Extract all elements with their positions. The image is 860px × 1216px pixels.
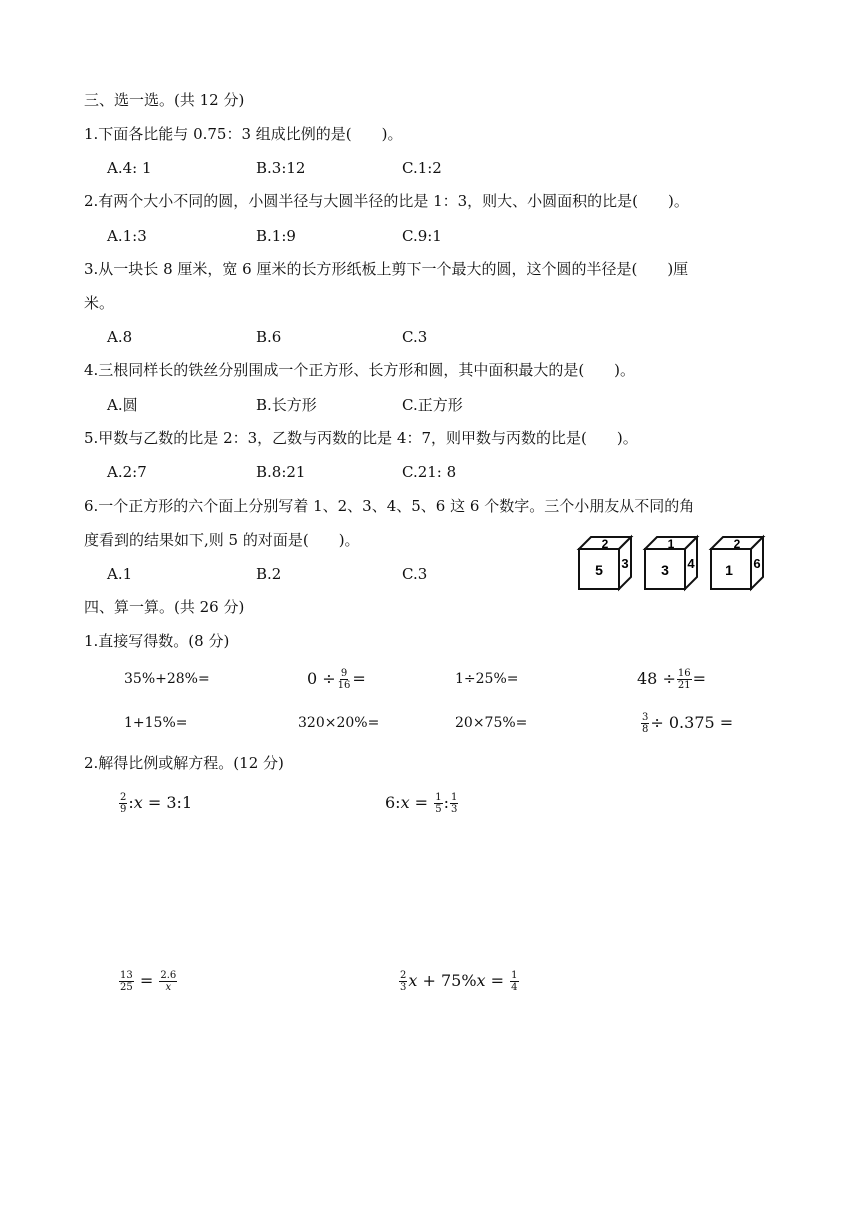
cube-2-top: 1 [667,537,675,551]
cube-2-front: 3 [661,562,669,578]
q2-option-c: C.9:1 [402,227,442,245]
section-3-title: 三、选一选。(共 12 分) [84,91,245,109]
q3-option-c: C.3 [402,328,428,346]
cube-1-right: 3 [621,556,629,571]
q5-stem: 5.甲数与乙数的比是 2：3，乙数与丙数的比是 4：7，则甲数与丙数的比是( )。 [84,429,638,447]
q4-stem: 4.三根同样长的铁丝分别围成一个正方形、长方形和圆，其中面积最大的是( )。 [84,361,636,379]
cube-2-right: 4 [687,556,695,571]
cube-3-top: 2 [733,537,741,551]
calc-item-1: 35%+28%= [124,671,210,687]
q3-stem-cont: 米。 [84,294,115,312]
q6-option-b: B.2 [256,565,282,583]
cube-2 [645,537,697,589]
cube-1-top: 2 [601,537,609,551]
q2-option-b: B.1:9 [256,227,296,245]
q6-option-a: A.1 [107,565,133,583]
section-4-title: 四、算一算。(共 26 分) [84,598,245,616]
equation-4: $\frac{2}{3}$ 𝑥 + 75%𝑥 = $\frac{1}{4}$ [400,970,518,993]
cube-3-right: 6 [753,556,761,571]
cube-3-front: 1 [725,562,733,578]
cube-3 [711,537,763,589]
calc-item-6: 320×20%= [298,715,380,731]
equation-1: $\frac{2}{9}$ :𝑥 = 3:1 [120,792,193,815]
cube-1-front: 5 [595,562,603,578]
calc-item-4: 48 ÷ $\frac{16}{21}$ = [637,668,706,691]
calc-item-5: 1+15%= [124,715,188,731]
q3-option-b: B.6 [256,328,282,346]
q3-option-a: A.8 [107,328,133,346]
q2-option-a: A.1:3 [107,227,147,245]
calc-item-3: 1÷25%= [455,671,519,687]
q1-option-b: B.3:12 [256,159,306,177]
q3-stem: 3.从一块长 8 厘米，宽 6 厘米的长方形纸板上剪下一个最大的圆，这个圆的半径是( )厘 [84,260,689,278]
cube-1 [579,537,631,589]
calc-item-7: 20×75%= [455,715,528,731]
calc-q1-title: 1.直接写得数。(8 分) [84,632,230,650]
q4-option-c: C.正方形 [402,396,463,414]
calc-item-2: 0 ÷ $\frac{9}{16}$ = [307,668,366,691]
q4-option-b: B.长方形 [256,396,317,414]
q5-option-a: A.2:7 [107,463,147,481]
q1-option-a: A.4: 1 [107,159,152,177]
q5-option-b: B.8:21 [256,463,306,481]
q5-option-c: C.21: 8 [402,463,457,481]
equation-2: 6:𝑥 = $\frac{1}{5}$ : $\frac{1}{3}$ [385,792,458,815]
q1-option-c: C.1:2 [402,159,442,177]
q6-stem-cont: 度看到的结果如下,则 5 的对面是( )。 [84,531,360,549]
calc-q2-title: 2.解得比例或解方程。(12 分) [84,754,284,772]
q1-stem: 1.下面各比能与 0.75：3 组成比例的是( )。 [84,125,403,143]
equation-3: $\frac{13}{25}$ = $\frac{2.6}{\text{𝑥}}$ [120,970,177,993]
dice-figure [575,533,775,593]
q6-option-c: C.3 [402,565,428,583]
q6-stem: 6.一个正方形的六个面上分别写着 1、2、3、4、5、6 这 6 个数字。三个小朋友从不同的角 [84,497,695,515]
q4-option-a: A.圆 [107,396,138,414]
q2-stem: 2.有两个大小不同的圆，小圆半径与大圆半径的比是 1：3，则大、小圆面积的比是( )。 [84,192,689,210]
calc-item-8: $\frac{3}{8}$ ÷ 0.375 = [642,712,734,735]
